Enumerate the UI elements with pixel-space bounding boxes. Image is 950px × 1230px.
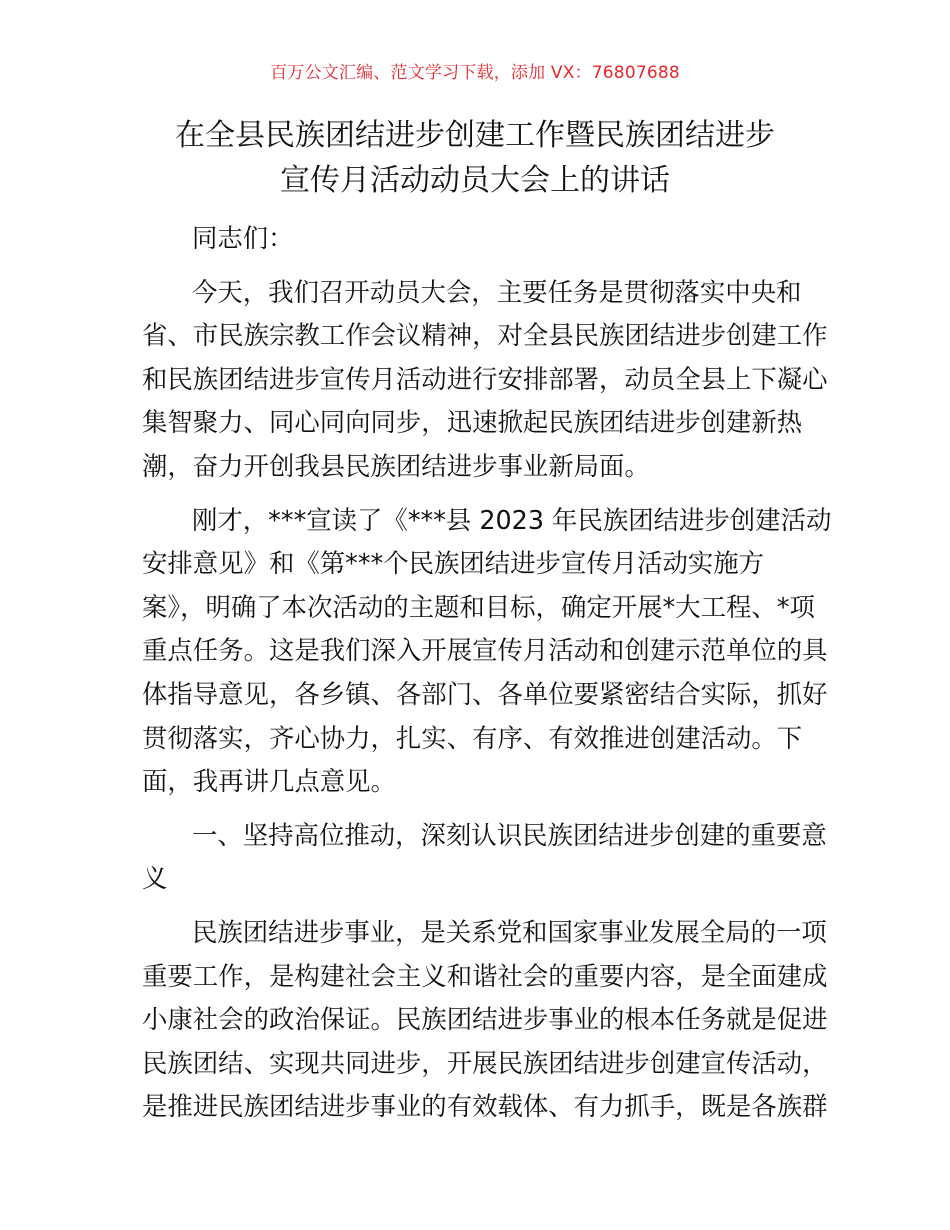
text-line: 和民族团结进步宣传月活动进行安排部署，动员全县上下凝心 — [142, 363, 828, 394]
paragraph — [142, 271, 828, 489]
title-line: 在全县民族团结进步创建工作暨民族团结进步 — [175, 118, 775, 153]
text-line: 面，我再讲几点意见。 — [142, 766, 396, 797]
salutation: 同志们： — [192, 223, 294, 253]
text-line: 案》，明确了本次活动的主题和目标，确定开展*大工程、*项 — [142, 591, 815, 622]
document-title — [0, 113, 950, 203]
text-line: 重要工作，是构建社会主义和谐社会的重要内容，是全面建成 — [142, 960, 828, 991]
text-line: 民族团结进步事业，是关系党和国家事业发展全局的一项 — [192, 916, 827, 947]
text-line: 刚才，***宣读了《***县 2023 年民族团结进步创建活动 — [192, 504, 832, 535]
text-line: 义 — [142, 863, 168, 894]
text-line: 贯彻落实，齐心协力，扎实、有序、有效推进创建活动。下 — [142, 722, 803, 753]
title-line: 宣传月活动动员大会上的讲话 — [280, 163, 670, 198]
text-line: 今天，我们召开动员大会，主要任务是贯彻落实中央和 — [192, 276, 802, 307]
text-line: 潮，奋力开创我县民族团结进步事业新局面。 — [142, 450, 650, 481]
paragraph — [142, 499, 832, 804]
text-line: 民族团结、实现共同进步，开展民族团结进步创建宣传活动， — [142, 1047, 828, 1078]
text-line: 是推进民族团结进步事业的有效载体、有力抓手，既是各族群 — [142, 1091, 828, 1122]
text-line: 一、坚持高位推动，深刻认识民族团结进步创建的重要意 — [192, 819, 827, 850]
text-line: 体指导意见，各乡镇、各部门、各单位要紧密结合实际，抓好 — [142, 678, 828, 709]
text-line: 安排意见》和《第***个民族团结进步宣传月活动实施方 — [142, 548, 765, 579]
text-line: 集智聚力、同心同向同步，迅速掀起民族团结进步创建新热 — [142, 407, 803, 438]
text-line: 省、市民族宗教工作会议精神，对全县民族团结进步创建工作 — [142, 320, 828, 351]
paragraph — [142, 911, 828, 1129]
text-line: 小康社会的政治保证。民族团结进步事业的根本任务就是促进 — [142, 1004, 828, 1035]
document-body — [142, 217, 832, 1129]
text-line: 重点任务。这是我们深入开展宣传月活动和创建示范单位的具 — [142, 635, 828, 666]
section-heading — [142, 814, 827, 901]
watermark-header: 百万公文汇编、范文学习下载，添加 VX：76807688 — [270, 63, 680, 83]
